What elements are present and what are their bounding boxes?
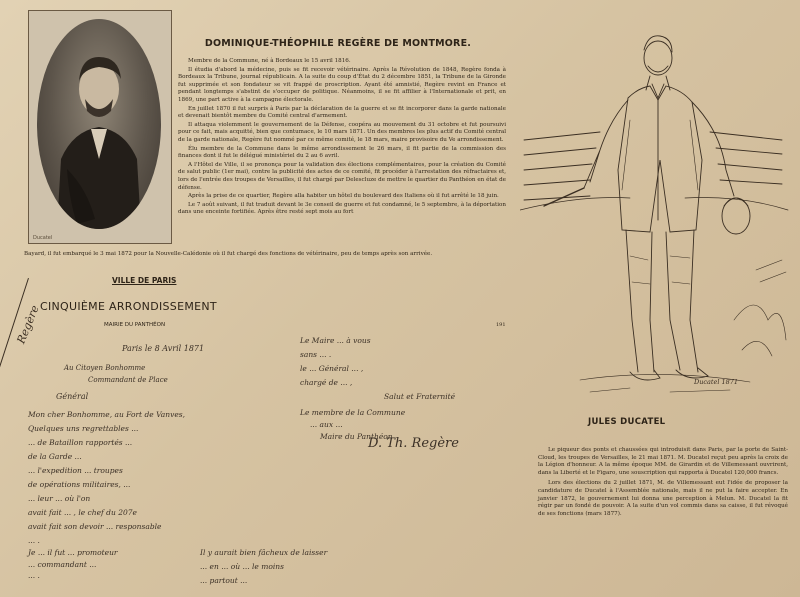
letter-line: ... de Bataillon rapportés ... bbox=[28, 438, 133, 447]
bio-paragraph: Après la prise de ce quartier, Regère alla habiter un hôtel du boulevard des Italiens où il fut arrêté le 18 juin. bbox=[188, 193, 499, 200]
letter-line: ... leur ... où l'on bbox=[28, 494, 91, 503]
bio-paragraph: Il attaqua violemment le gouvernement de la Défense, coopéra au mouvement du 31 octobre et fut poursuivi pour ce fait, mais acquitté, bien que contumace, le 10 mars 1871. Un des membres les plus actif du Comité central de la garde nationale, Regère fut nommé par ce même comité, le 18 mars, maire provisoire du Ve arrondissement. bbox=[178, 121, 506, 143]
letter-line: Le membre de la Commune bbox=[300, 408, 406, 417]
letter-line: ... aux ... bbox=[310, 420, 343, 429]
letter-line: Mon cher Bonhomme, au Fort de Vanves, bbox=[28, 410, 186, 419]
ducatel-paragraph: Lors des élections du 2 juillet 1871, M. de Villemessant eut l'idée de proposer la candidature de Ducatel à l'Assemblée nationale, mais il ne put la faire accepter. En janvier 1872, le gouvernement lui donna une perception à Melun. M. Ducatel la fit régir par un fondé de pouvoir. A la suite d'un vol commis dans sa caisse, il fut révoqué de ses fonctions (mars 1877). bbox=[538, 480, 788, 517]
bio-paragraph: En juillet 1870 il fut surpris à Paris par la déclaration de la guerre et se fit incorporer dans la garde nationale et devenait bientôt membre du Comité central d'armement. bbox=[178, 105, 506, 120]
letter-line: de la Garde ... bbox=[28, 452, 82, 461]
bio-title: DOMINIQUE-THÉOPHILE REGÈRE DE MONTMORE. bbox=[204, 38, 472, 49]
illustration-caption: JULES DUCATEL bbox=[588, 417, 666, 427]
bio-tail: Bayard, il fut embarqué le 3 mai 1872 pour la Nouvelle-Calédonie où il fut chargé des fonctions de vétérinaire, peu de temps après son arrivée. bbox=[24, 251, 433, 257]
bio-paragraph: Élu membre de la Commune dans le même arrondissement le 26 mars, il fit partie de la commission des finances dont il fut le délégué ministériel du 2 au 6 avril. bbox=[178, 145, 506, 160]
letter-line: le ... Général ... , bbox=[300, 364, 364, 373]
letter-line: Général bbox=[56, 392, 89, 401]
ducatel-illustration bbox=[520, 20, 790, 415]
letterhead-mairie: MAIRIE DU PANTHÉON bbox=[104, 322, 166, 328]
bio-paragraph: Il étudia d'abord la médecine, puis se fit recevoir vétérinaire. Après la Révolution de 1848, Regère fonda à Bordeaux la Tribune, journal républicain. A la suite du coup d'État du 2 décembre 1851, la Tribune de la Gironde fut supprimée et son fondateur se vit frappé de proscription. Ayant été amnistié, Regère revint en France et pendant longtemps s'abstint de s'occuper de politique. Néanmoins, il se fit affilier à l'Internationale et prit, en 1869, une part active à la campagne électorale. bbox=[178, 66, 506, 103]
bio-paragraph: Le 7 août suivant, il fut traduit devant le 3e conseil de guerre et fut condamné, le 5 septembre, à la déportation dans une enceinte fortifiée. Après être resté sept mois au fort bbox=[178, 201, 506, 216]
letter-signature: D. Th. Regère bbox=[368, 436, 459, 451]
letter-line: Je ... il fut ... promoteur bbox=[28, 548, 118, 557]
letter-line: ... commandant ... bbox=[28, 560, 97, 569]
letter-line: ... l'expedition ... troupes bbox=[28, 466, 123, 475]
letter-line: Il y aurait bien fâcheux de laisser bbox=[200, 548, 328, 557]
artist-signature: Ducatel 1871 bbox=[694, 378, 739, 386]
bio-paragraph: A l'Hôtel de Ville, il se prononça pour la validation des élections complémentaires, pour la création du Comité de salut public (1er mai), contre la publicité des actes de ce comité, fit procéder à l'arrestation des réfractaires et, lors de l'entrée des troupes de Versailles, il fut chargé par Delescluze de mettre le quartier du Panthéon en état de défense. bbox=[178, 161, 506, 191]
portrait-photo bbox=[28, 10, 172, 244]
letter-line: chargé de ... , bbox=[300, 378, 353, 387]
letter-line: ... . bbox=[28, 571, 40, 580]
letter-line: Maire du Panthéon bbox=[320, 432, 393, 441]
portrait-caption: Ducatel bbox=[33, 235, 53, 241]
letter-line: ... en ... où ... le moins bbox=[200, 562, 284, 571]
letter-line: Quelques uns regrettables ... bbox=[28, 424, 139, 433]
letter-line: de opérations militaires, ... bbox=[28, 480, 131, 489]
ducatel-paragraph: Le piqueur des ponts et chaussées qui introduisit dans Paris, par la porte de Saint-Cloud, les troupes de Versailles, le 21 mai 1871. M. Ducatel reçut peu après la croix de la Légion d'honneur. A la même époque MM. de Girardin et de Villemessant ouvrirent, dans la Liberté et le Figaro, une souscription qui rapporta à Ducatel 120,000 francs. bbox=[538, 447, 788, 476]
letter-line: Commandant de Place bbox=[88, 376, 168, 384]
letter-line: ... . bbox=[28, 536, 40, 545]
bio-paragraph: Membre de la Commune, né à Bordeaux le 15 avril 1816. bbox=[188, 58, 351, 64]
ducatel-text bbox=[538, 447, 788, 521]
letterhead-arrondissement: CINQUIÈME ARRONDISSEMENT bbox=[40, 300, 217, 313]
letterhead-city: VILLE DE PARIS bbox=[112, 276, 177, 285]
letter-line: avait fait son devoir ... responsable bbox=[28, 522, 162, 531]
letter-line: avait fait ... , le chef du 207e bbox=[28, 508, 137, 517]
bio-text bbox=[178, 58, 506, 218]
letter-line: Le Maire ... à vous bbox=[300, 336, 371, 345]
letter-line: Au Citoyen Bonhomme bbox=[64, 364, 146, 372]
letter-line: sans ... . bbox=[300, 350, 332, 359]
portrait-oval bbox=[37, 19, 161, 229]
letter-closing: Salut et Fraternité bbox=[384, 392, 456, 401]
letter-number: 191 bbox=[496, 322, 506, 328]
portrait-figure bbox=[37, 19, 161, 229]
letter-date: Paris le 8 Avril 1871 bbox=[122, 344, 205, 353]
letter-line: ... partout ... bbox=[200, 576, 248, 585]
margin-signature: Regère bbox=[14, 303, 42, 346]
